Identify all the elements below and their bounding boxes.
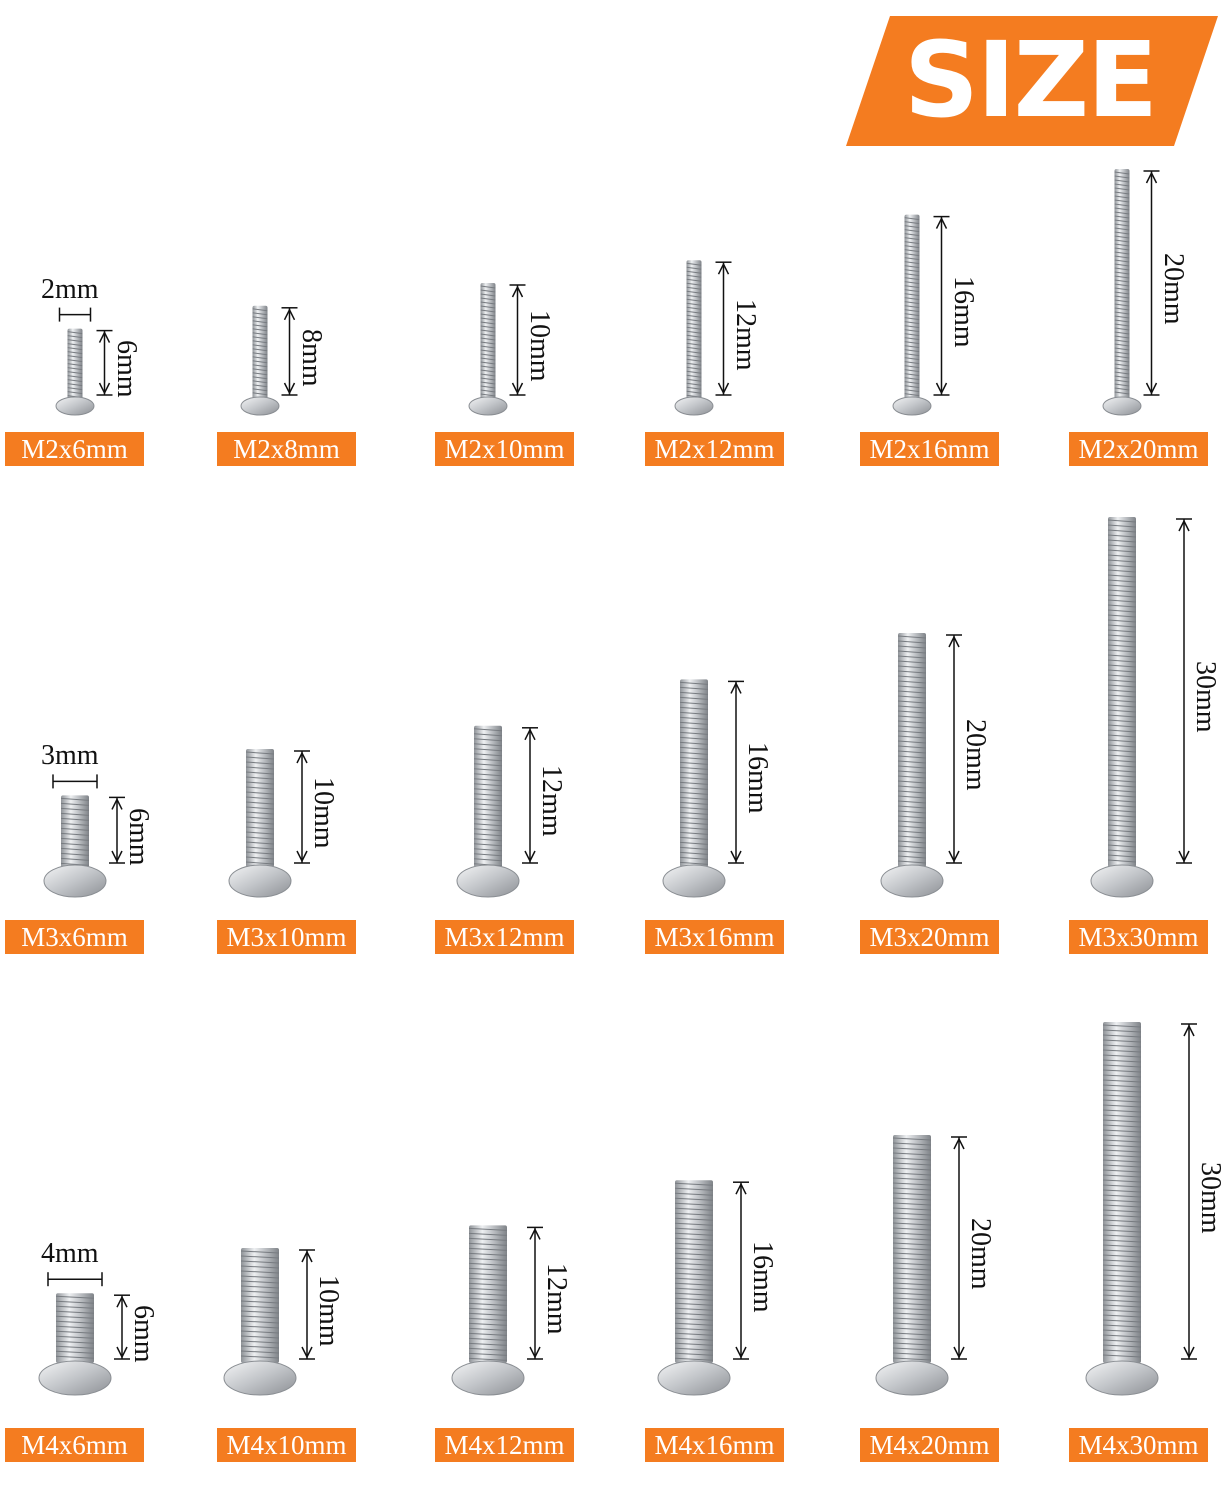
size-label-m3x12mm: M3x12mm <box>435 920 574 954</box>
screw-head <box>229 865 291 897</box>
size-banner-title: SIZE <box>903 19 1157 141</box>
length-dimension-label: 6mm <box>110 340 142 398</box>
screw-head <box>876 1361 948 1395</box>
length-dimension-label: 8mm <box>295 328 327 387</box>
size-label-m2x20mm: M2x20mm <box>1069 432 1208 466</box>
size-label-m2x12mm: M2x12mm <box>645 432 784 466</box>
screw-head <box>224 1361 296 1395</box>
length-dimension-label: 30mm <box>1195 1161 1226 1234</box>
diameter-dimension-label: 2mm <box>41 273 99 305</box>
screw-head <box>56 397 94 415</box>
diameter-dimension-label: 3mm <box>41 740 99 772</box>
length-dimension-label: 16mm <box>742 742 773 814</box>
screw-head <box>675 397 713 415</box>
screw-shaft <box>481 283 496 399</box>
size-label-m3x6mm: M3x6mm <box>5 920 144 954</box>
screw-head <box>663 865 725 897</box>
screw-head <box>39 1361 111 1395</box>
length-dimension-label: 20mm <box>965 1218 996 1290</box>
length-dimension-label: 12mm <box>536 765 567 837</box>
size-label-m4x20mm: M4x20mm <box>860 1428 999 1462</box>
size-label-m3x20mm: M3x20mm <box>860 920 999 954</box>
screw-shaft <box>675 1180 713 1363</box>
size-label-m4x16mm: M4x16mm <box>645 1428 784 1462</box>
screw-head <box>1103 397 1141 415</box>
length-dimension-label: 10mm <box>313 1274 344 1347</box>
screw-shaft <box>241 1248 279 1363</box>
screw-head <box>241 397 279 415</box>
size-label-m3x30mm: M3x30mm <box>1069 920 1208 954</box>
size-label-m4x10mm: M4x10mm <box>217 1428 356 1462</box>
screw-head <box>1086 1361 1158 1395</box>
screw-head <box>452 1361 524 1395</box>
length-dimension-label: 16mm <box>947 275 979 348</box>
diameter-dimension-label: 4mm <box>41 1238 99 1270</box>
length-dimension-label: 20mm <box>960 719 991 791</box>
length-dimension-label: 16mm <box>747 1240 778 1313</box>
screw-head <box>658 1361 730 1395</box>
screw-head <box>457 865 519 897</box>
size-label-m4x30mm: M4x30mm <box>1069 1428 1208 1462</box>
screw-head <box>893 397 931 415</box>
size-label-m2x10mm: M2x10mm <box>435 432 574 466</box>
length-dimension-label: 30mm <box>1190 661 1221 733</box>
size-label-m2x16mm: M2x16mm <box>860 432 999 466</box>
size-label-m3x16mm: M3x16mm <box>645 920 784 954</box>
size-label-m2x8mm: M2x8mm <box>217 432 356 466</box>
size-label-m4x6mm: M4x6mm <box>5 1428 144 1462</box>
length-dimension-label: 10mm <box>523 310 555 382</box>
screw-head <box>44 865 106 897</box>
length-dimension-label: 6mm <box>123 807 154 866</box>
screw-head <box>1091 865 1153 897</box>
screw-head <box>881 865 943 897</box>
length-dimension-label: 12mm <box>729 298 761 371</box>
length-dimension-label: 20mm <box>1157 253 1189 325</box>
size-label-m2x6mm: M2x6mm <box>5 432 144 466</box>
length-dimension-label: 10mm <box>308 777 339 849</box>
length-dimension-label: 12mm <box>541 1263 572 1335</box>
screw-shaft <box>61 795 89 867</box>
size-label-m3x10mm: M3x10mm <box>217 920 356 954</box>
length-dimension-label: 6mm <box>128 1304 159 1363</box>
screw-head <box>469 397 507 415</box>
size-label-m4x12mm: M4x12mm <box>435 1428 574 1462</box>
